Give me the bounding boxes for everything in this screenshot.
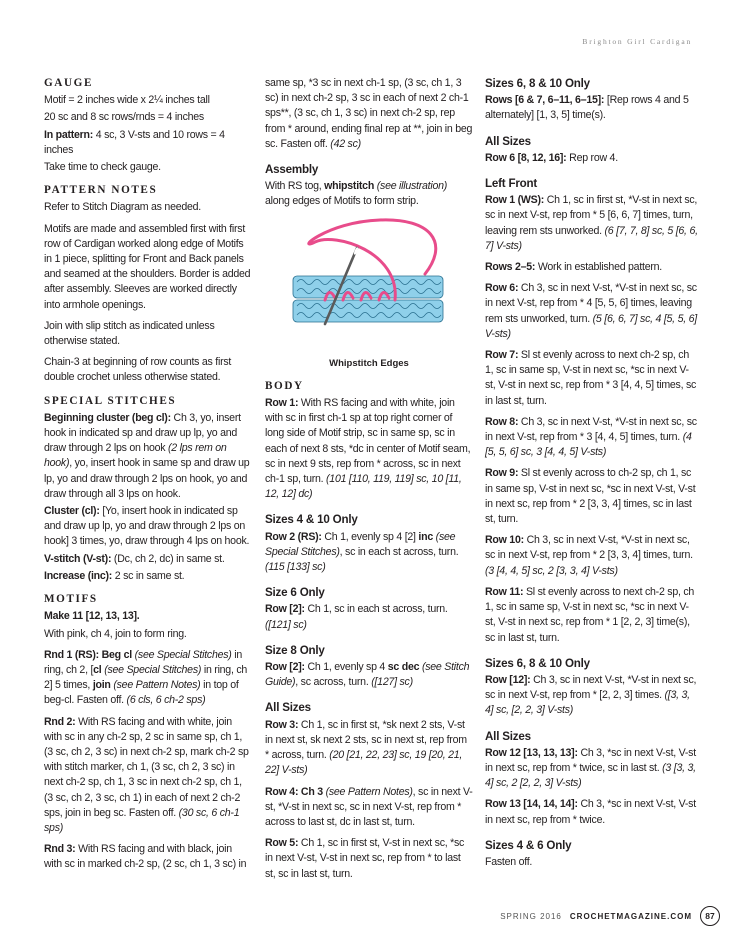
round-1: Rnd 1 (RS): Beg cl (see Special Stitches) in ring, ch 2, [cl (see Special Stitches) in ring, ch 2] 5 times, join (see Pattern Notes) in top of beg-cl. Fasten off. (6 cls, 6 ch-2 sps): [44, 648, 248, 707]
running-head: Brighton Girl Cardigan: [582, 37, 692, 46]
crochet-fabric-bottom: [293, 300, 443, 322]
size-6-row: Row [2]: Ch 1, sc in each st across, turn. ([121] sc): [265, 603, 448, 631]
size-heading: Sizes 4 & 6 Only: [485, 838, 572, 852]
gauge-line: Take time to check gauge.: [44, 161, 161, 174]
left-front-row: Row 11: Sl st evenly across to next ch-2 sp, ch 1, sc in same sp, V-st in next sc, *sc in next V-st, V-st in next sc, rep from * 1 [2, 2, 3] time(s), sc in last st, turn.: [485, 585, 695, 644]
round-3-continued: same sp, *3 sc in next ch-1 sp, (3 sc, ch 1, 3 sc) in next ch-2 sp, 3 sc in each of next 2 ch-1 sps**, (3 sc, ch 1, 3 sc) in next ch-2 sp, rep from * around, ending final rep at **, join in beg sc. Fasten off. (42 sc): [265, 77, 473, 150]
gauge-line: 20 sc and 8 sc rows/rnds = 4 inches: [44, 111, 204, 124]
special-stitch: Cluster (cl): [Yo, insert hook in indicated sp and draw up lp, yo and draw through 2 lps on hook] 3 times, yo, draw through 4 lps on hook.: [44, 505, 250, 548]
left-front-row: Row 8: Ch 3, sc in next V-st, *V-st in next sc, sc in next V-st, rep from * 3 [4, 4, 5] times, turn. (4 [5, 5, 6] sc, 3 [4, 4, 5] V-sts): [485, 415, 697, 459]
round-3: Rnd 3: With RS facing and with black, join with sc in marked ch-2 sp, (2 sc, ch 1, 3 sc) in: [44, 843, 247, 871]
motifs-heading: MOTIFS: [44, 593, 98, 606]
body-row-5: Row 5: Ch 1, sc in first st, V-st in next sc, *sc in next V-st, V-st in next sc, rep from * to last st, sc in last st, turn.: [265, 837, 465, 880]
note: Refer to Stitch Diagram as needed.: [44, 201, 201, 214]
size-heading: Sizes 6, 8 & 10 Only: [485, 656, 590, 670]
left-front-row: Row [12]: Ch 3, sc in next V-st, *V-st in next sc, sc in next V-st, rep from * [2, 2, 3] times. ([3, 3, 4] sc, [2, 2, 3] V-sts): [485, 673, 697, 717]
size-heading: All Sizes: [265, 701, 311, 715]
page-footer: [500, 906, 720, 926]
left-front-row: Row 12 [13, 13, 13]: Ch 3, *sc in next V-st, V-st in next sc, rep from * twice, sc in last st. (3 [3, 3, 4] sc, 2 [2, 2, 3] V-sts): [485, 746, 696, 790]
body-row-4: Row 4: Ch 3 (see Pattern Notes), sc in next V-st, *V-st in next sc, sc in next V-st, rep from * across to last st, dc in last st, turn.: [265, 785, 473, 828]
size-8-row: Row [2]: Ch 1, evenly sp 4 sc dec (see Stitch Guide), sc across, turn. ([127] sc): [265, 661, 470, 689]
left-front-row: Row 6: Ch 3, sc in next V-st, *V-st in next sc, sc in next V-st, rep from * 4 [5, 5, 6] times, leaving rem sts unworked, turn. (5 [6, 6, 7] sc, 4 [5, 5, 6] V-sts): [485, 282, 697, 340]
special-stitch: Beginning cluster (beg cl): Ch 3, yo, insert hook in indicated sp and draw up lp, yo and draw through 2 lps on hook (2 lps rem on hook), yo, insert hook in same sp and draw up lp, yo and draw through 2 lps on hook, yo and draw through all 3 lps on hook.: [44, 411, 250, 500]
fasten-off: Fasten off.: [485, 855, 533, 868]
size-heading: All Sizes: [485, 134, 531, 148]
left-front-row: Row 7: Sl st evenly across to next ch-2 sp, ch 1, sc in same sp, V-st in next sc, *sc in next V-st, V-st in next sc, rep from * 3 [4, 4, 5] times, sc in last st, turn.: [485, 349, 697, 407]
gauge-heading: GAUGE: [44, 77, 94, 89]
note: Join with slip stitch as indicated unless otherwise stated.: [44, 319, 215, 348]
size-heading: All Sizes: [485, 729, 531, 743]
magazine-site: CROCHETMAGAZINE.COM: [569, 911, 692, 921]
left-front-row: Row 10: Ch 3, sc in next V-st, *V-st in next sc, sc in next V-st, rep from * 2 [3, 3, 4] times, turn. (3 [4, 4, 5] sc, 2 [3, 3, 4] V-sts): [485, 534, 693, 577]
special-stitch: V-stitch (V-st): (Dc, ch 2, dc) in same st.: [44, 552, 225, 565]
body-row-3: Row 3: Ch 1, sc in first st, *sk next 2 sts, V-st in next st, sk next 2 sts, sc in next st, rep from * across, turn. (20 [21, 22, 23] sc, 19 [20, 21, 22] V-sts): [265, 718, 467, 777]
rows-repeat: Rows [6 & 7, 6–11, 6–15]: [Rep rows 4 and 5 alternately] [1, 3, 5] time(s).: [485, 94, 689, 122]
issue-season: SPRING 2016: [500, 911, 562, 921]
round-2: Rnd 2: With RS facing and with white, join with sc in any ch-2 sp, 2 sc in same sp, ch 1, (3 sc, ch 2, 3 sc) in next ch-2 sp, mark ch-2 sp with stitch marker, ch 1, (3 sc, ch 2, 3 sc) in next ch-2 sp, ch 1, 3 sc in next ch-2 sp, ch 1, (3 sc, ch 2, 3 sc, ch 1) in each of next 2 ch-2 sps, join in beg sc. Fasten off. (30 sc, 6 ch-1 sps): [44, 715, 249, 834]
size-heading: Size 8 Only: [265, 643, 325, 657]
left-front-row: Row 13 [14, 14, 14]: Ch 3, *sc in next V-st, V-st in next sc, rep from * twice.: [485, 798, 696, 826]
size-heading: Size 6 Only: [265, 586, 325, 600]
gauge-line: In pattern: 4 sc, 3 V-sts and 10 rows = 4 inches: [44, 128, 225, 156]
body-heading: BODY: [265, 379, 304, 392]
assembly-text: With RS tog, whipstitch (see illustration) along edges of Motifs to form strip.: [265, 180, 448, 208]
note: Chain-3 at beginning of row counts as first double crochet unless otherwise stated.: [44, 356, 232, 384]
left-front-row: Row 1 (WS): Ch 1, sc in first st, *V-st in next sc, sc in next V-st, rep from * 5 [6, 6, 7] times, turn, leaving rem sts unworked. (6 [7, 7, 8] sc, 5 [6, 6, 7] V-sts): [485, 194, 698, 252]
page-number: 87: [700, 906, 720, 926]
size-heading: Sizes 6, 8 & 10 Only: [485, 77, 590, 90]
instruction: With pink, ch 4, join to form ring.: [44, 627, 187, 640]
column-2: [265, 76, 473, 888]
body-row-6: Row 6 [8, 12, 16]: Rep row 4.: [485, 151, 618, 164]
left-front-row: Rows 2–5: Work in established pattern.: [485, 261, 662, 274]
whipstitch-illustration: [265, 212, 473, 354]
column-3: [485, 76, 699, 876]
column-1: [44, 76, 252, 879]
special-stitch: Increase (inc): 2 sc in same st.: [44, 569, 185, 582]
body-row-1: Row 1: With RS facing and with white, join with sc in first ch-1 sp at top right corner of long side of Motif strip, sc in same sp, sc in each of next 8 sts, *dc in center of Motif seam, sc in next 9 sts, rep from * across, sc in next ch-1 sp, turn. (101 [110, 119, 119] sc, 10 [11, 12, 12] dc): [265, 397, 471, 501]
size-heading: Sizes 4 & 10 Only: [265, 513, 358, 527]
gauge-line: Motif = 2 inches wide x 2¼ inches tall: [44, 94, 210, 107]
note: Motifs are made and assembled first with first row of Cardigan worked along edge of Motifs in 1 piece, splitting for Front and Back panels and seamed at the shoulders. Border is added after assembly. Sleeves are worked directly into armhole openings.: [44, 222, 251, 311]
body-row-2: Row 2 (RS): Ch 1, evenly sp 4 [2] inc (see Special Stitches), sc in each st across, turn. (115 [133] sc): [265, 530, 459, 574]
left-front-row: Row 9: Sl st evenly across to ch-2 sp, ch 1, sc in same sp, V-st in next sc, *sc in next V-st, V-st in next sc, rep from * 2 [3, 3, 4] times, sc in last st, turn.: [485, 467, 696, 526]
left-front-heading: Left Front: [485, 177, 538, 191]
assembly-heading: Assembly: [265, 163, 319, 177]
special-stitches-heading: SPECIAL STITCHES: [44, 394, 177, 407]
pattern-notes-heading: PATTERN NOTES: [44, 184, 158, 197]
make-count: Make 11 [12, 13, 13].: [44, 610, 140, 623]
illustration-caption: Whipstitch Edges: [329, 357, 409, 369]
